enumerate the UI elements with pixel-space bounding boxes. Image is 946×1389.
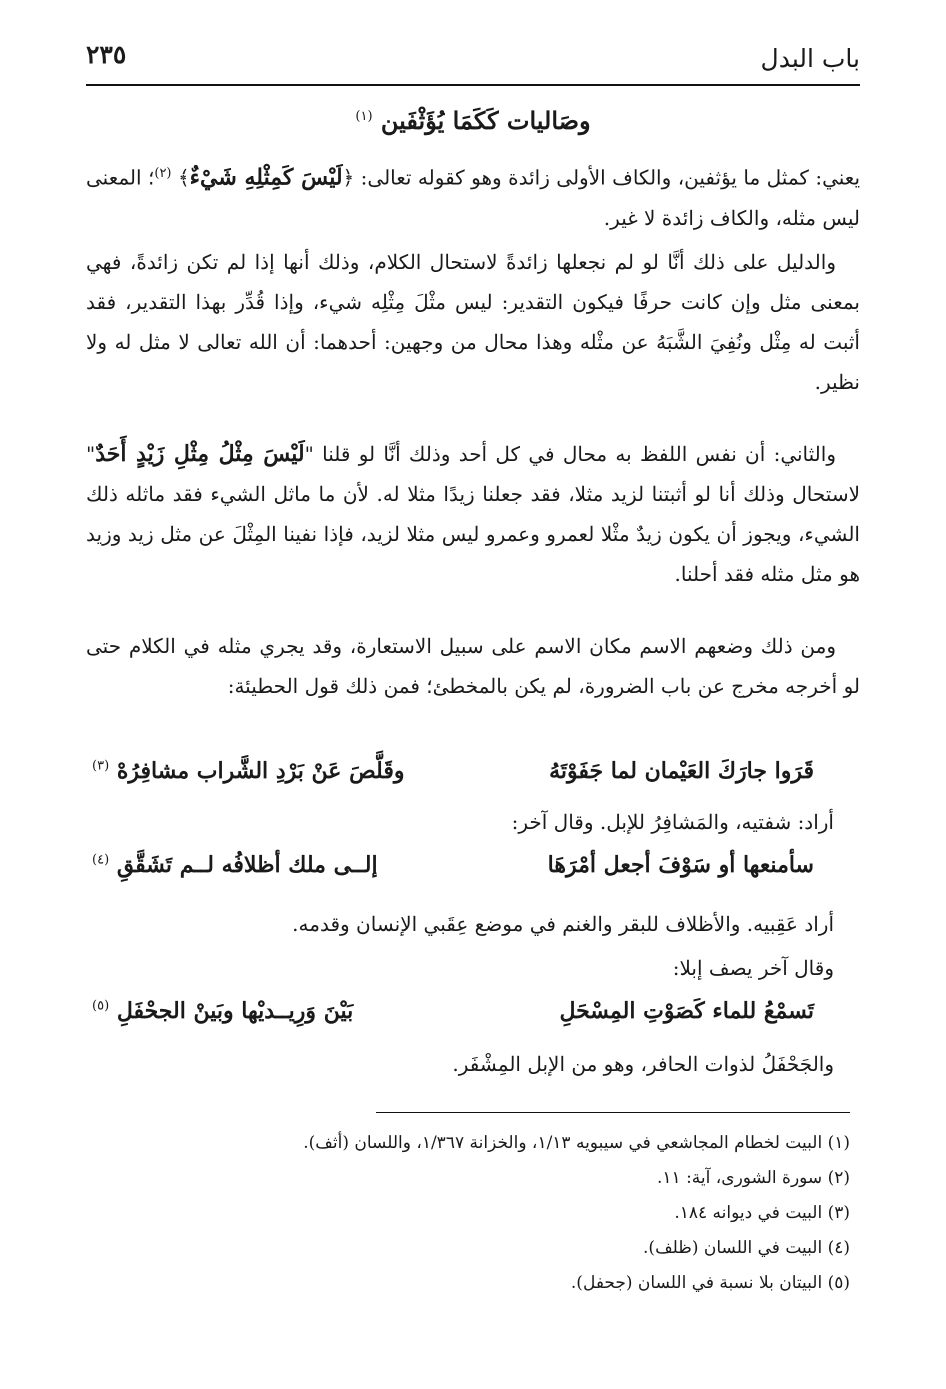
- opening-verse-text: وصَاليات كَكَمَا يُؤَثْفَين: [380, 106, 591, 135]
- paragraph-4: [86, 626, 860, 706]
- footnote-3: (٣) البيت في ديوانه ١٨٤.: [674, 1203, 850, 1223]
- footnote-rule: [376, 1112, 850, 1113]
- footnote-4: (٤) البيت في اللسان (ظلف).: [643, 1238, 850, 1258]
- footnote-2: (٢) سورة الشورى، آية: ١١.: [657, 1168, 850, 1188]
- verse-2-first-hemistich: سأمنعها أو سَوْفَ أجعل أمْرَهَا: [547, 852, 814, 878]
- example-phrase: لَيْسَ مِثْلُ مِثْلِ زَيْدٍ أَحَدٌ: [95, 441, 305, 467]
- paragraph-3-text-a: والثاني: أن نفس اللفظ به محال في كل أحد وذلك أنَّا لو قلنا ": [304, 442, 836, 466]
- paragraph-1: [86, 154, 860, 238]
- paragraph-2: [86, 242, 860, 402]
- verse-3-second-hemistich: بَيْنَ وَرِيــديْها وبَينْ الجحْفَلِ: [116, 998, 354, 1024]
- header-rule: [86, 84, 860, 86]
- verse-1-first-hemistich: قَرَوا جارَكَ العَيْمان لما جَفَوْتَهُ: [549, 758, 814, 784]
- paragraph-1-text-b: ﴾: [177, 165, 190, 190]
- verse-3-first-hemistich: تَسمْعُ للماء كَصَوْتِ المِسْحَلِ: [559, 998, 814, 1024]
- verse-2: [92, 852, 814, 892]
- page-number: ٢٣٥: [86, 40, 127, 69]
- intro-verse-3: وقال آخر يصف إبلا:: [672, 956, 834, 980]
- verse-2-second-hemistich: إلــى ملك أظلافُه لــم تَشَقَّقِ: [116, 852, 378, 878]
- opening-verse: [86, 106, 860, 135]
- footnote-ref-5: (٥): [92, 998, 110, 1014]
- verse-1-second-hemistich: وقَلَّصَ عَنْ بَرْدِ الشَّراب مشافِرُهْ: [116, 758, 405, 784]
- verse-1: [92, 758, 814, 798]
- note-after-verse-1: أراد: شفتيه، والمَشافِرُ للإبل. وقال آخر:: [511, 810, 834, 834]
- paragraph-1-text-a: يعني: كمثل ما يؤثفين، والكاف الأولى زائدة وهو كقوله تعالى: ﴿: [342, 165, 861, 190]
- paragraph-2-text: والدليل على ذلك أنَّا لو لم نجعلها زائدةً لاستحال الكلام، وذلك أنها إذا لم تكن زائدةً، فهي بمعنى مثل وإن كانت حرفًا فيكون التقدير: ليس مثْلَ مِثْلِه شيء، وإذا قُدِّر بهذا التقدير، فقد أثبت له مِثْل ونُفِيَ الشَّبَهُ عن مثْله وهذا محال من وجهين: أحدهما: أن الله تعالى لا مثل له ولا نظير.: [86, 250, 860, 394]
- footnote-ref-4: (٤): [92, 852, 110, 868]
- paragraph-3: [86, 434, 860, 594]
- verse-3: [92, 998, 814, 1038]
- note-after-verse-3: والجَحْفَلُ لذوات الحافر، وهو من الإبل المِشْفَر.: [452, 1052, 834, 1076]
- footnotes: [90, 1126, 850, 1301]
- footnote-ref-3: (٣): [92, 758, 110, 774]
- footnote-ref-1: (١): [355, 109, 373, 124]
- quran-quote: لَيْسَ كَمِثْلِهِ شَيْءٌ: [189, 164, 343, 191]
- paragraph-4-text: ومن ذلك وضعهم الاسم مكان الاسم على سبيل الاستعارة، وقد يجري مثله في الكلام حتى لو أخرجه مخرج عن باب الضرورة، لم يكن بالمخطئ؛ فمن ذلك قول الحطيئة:: [86, 634, 860, 698]
- footnote-5: (٥) البيتان بلا نسبة في اللسان (جحفل).: [570, 1273, 850, 1293]
- chapter-title: باب البدل: [760, 44, 860, 73]
- note-after-verse-2: أراد عَقِبيه. والأظلاف للبقر والغنم في موضع عِقَبي الإنسان وقدمه.: [292, 912, 834, 936]
- paragraph-3-text-b: " لاستحال وذلك أنا لو أثبتنا لزيد مثلا، فقد جعلنا زيدًا مثلا له. لأن ما ماثل الشيء فقد ماثله ذلك الشيء، ويجوز أن يكون زيدٌ مثْلا لعمرو وعمرو ليس مثلا لزيد، فإذا نفينا المِثْلَ عن مثل زيد وزيد هو مثل مثله فقد أحلنا.: [86, 442, 860, 586]
- footnote-1: (١) البيت لخطام المجاشعي في سيبويه ١/١٣، والخزانة ١/٣٦٧، واللسان (أثف).: [303, 1133, 850, 1153]
- footnote-ref-2: (٢): [154, 166, 172, 181]
- paragraph-1-text-c: ؛ المعنى ليس مثله، والكاف زائدة لا غير.: [86, 165, 860, 230]
